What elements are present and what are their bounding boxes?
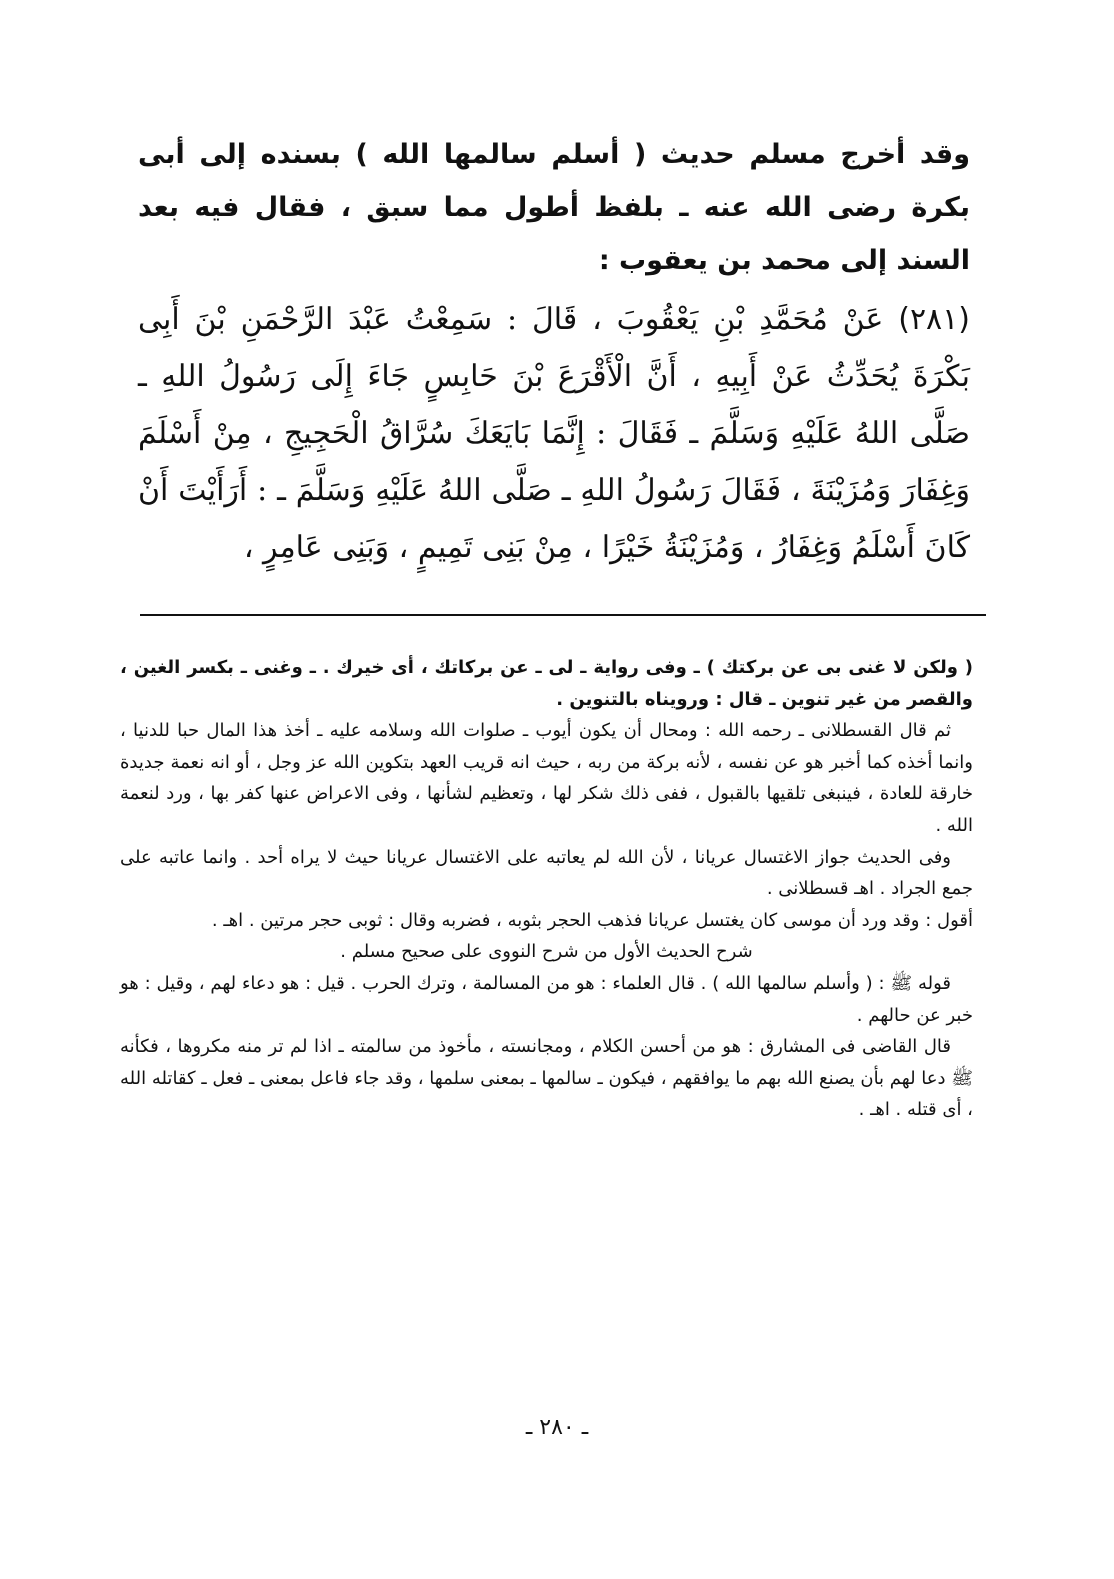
hadith-paragraph (138, 291, 970, 576)
footnote-paragraph: وفى الحديث جواز الاغتسال عريانا ، لأن الله لم يعاتبه على الاغتسال عريانا حيث لا يراه أحد . وانما عاتبه على جمع الجراد . اهـ قسطلانى . (120, 846, 973, 900)
footnote-paragraph: قوله ﷺ : ( وأسلم سالمها الله ) . قال العلماء : هو من المسالمة ، وترك الحرب . قيل : هو دعاء لهم ، وقيل : هو خبر عن حالهم . (120, 972, 973, 1026)
footnote-paragraph: ثم قال القسطلانى ـ رحمه الله : ومحال أن يكون أيوب ـ صلوات الله وسلامه عليه ـ أخذ هذا المال حبا للدنيا ، وانما أخذه كما أخبر هو عن نفسه ، لأنه بركة من ربه ، حيث انه قريب العهد بتكوين الله عز وجل ، أو انه نعمة جديدة خارقة للعادة ، فينبغى تلقيها بالقبول ، ففى ذلك شكر لها ، وتعظيم لشأنها ، وفى الاعراض عنها كفر بها ، ورد لنعمة الله . (120, 720, 973, 836)
footnote-paragraph: قال القاضى فى المشارق : هو من أحسن الكلام ، ومجانسته ، مأخوذ من سالمته ـ اذا لم تر منه مكروها ، فكأنه ﷺ دعا لهم بأن يصنع الله بهم ما يوافقهم ، فيكون ـ سالمها ـ بمعنى سلمها ، وقد جاء فاعل بمعنى ـ فعل ـ كقاتله الله ، أى قتله . اهـ . (120, 1036, 973, 1121)
footnotes (120, 652, 973, 1126)
footnote-divider (140, 614, 986, 616)
hadith-number: (٢٨١) (898, 302, 970, 337)
page-number: ـ ٢٨٠ ـ (525, 1415, 589, 1440)
footnote-heading: شرح الحديث الأول من شرح النووى على صحيح مسلم . (340, 941, 753, 963)
footnote-paragraph: ( ولكن لا غنى بى عن بركتك ) ـ وفى رواية ـ لى ـ عن بركاتك ، أى خيرك . ـ وغنى ـ بكسر الغين ، والقصر من غير تنوين ـ قال : ورويناه بالتنوين . (120, 657, 973, 710)
hadith-body: عَنْ مُحَمَّدِ بْنِ يَعْقُوبَ ، قَالَ : سَمِعْتُ عَبْدَ الرَّحْمَنِ بْنَ أَبِى بَكْرَةَ يُحَدِّثُ عَنْ أَبِيهِ ، أَنَّ الْأَقْرَعَ بْنَ حَابِسٍ جَاءَ إِلَى رَسُولُ اللهِ ـ صَلَّى اللهُ عَلَيْهِ وَسَلَّمَ ـ فَقَالَ : إِنَّمَا بَايَعَكَ سُرَّاقُ الْحَجِيجِ ، مِنْ أَسْلَمَ وَغِفَارَ وَمُزَيْنَةَ ، فَقَالَ رَسُولُ اللهِ ـ صَلَّى اللهُ عَلَيْهِ وَسَلَّمَ ـ : أَرَأَيْتَ أَنْ كَانَ أَسْلَمُ وَغِفَارُ ، وَمُزَيْنَةُ خَيْرًا ، مِنْ بَنِى تَمِيمٍ ، وَبَنِى عَامِرٍ ، (138, 302, 970, 565)
footnote-paragraph: أقول : وقد ورد أن موسى كان يغتسل عريانا فذهب الحجر بثوبه ، فضربه وقال : ثوبى حجر مرتين . اهـ . (211, 909, 973, 931)
intro-paragraph: وقد أخرج مسلم حديث ( أسلم سالمها الله ) بسنده إلى أبى بكرة رضى الله عنه ـ بلفظ أطول مما سبق ، فقال فيه بعد السند إلى محمد بن يعقوب : (138, 139, 970, 276)
